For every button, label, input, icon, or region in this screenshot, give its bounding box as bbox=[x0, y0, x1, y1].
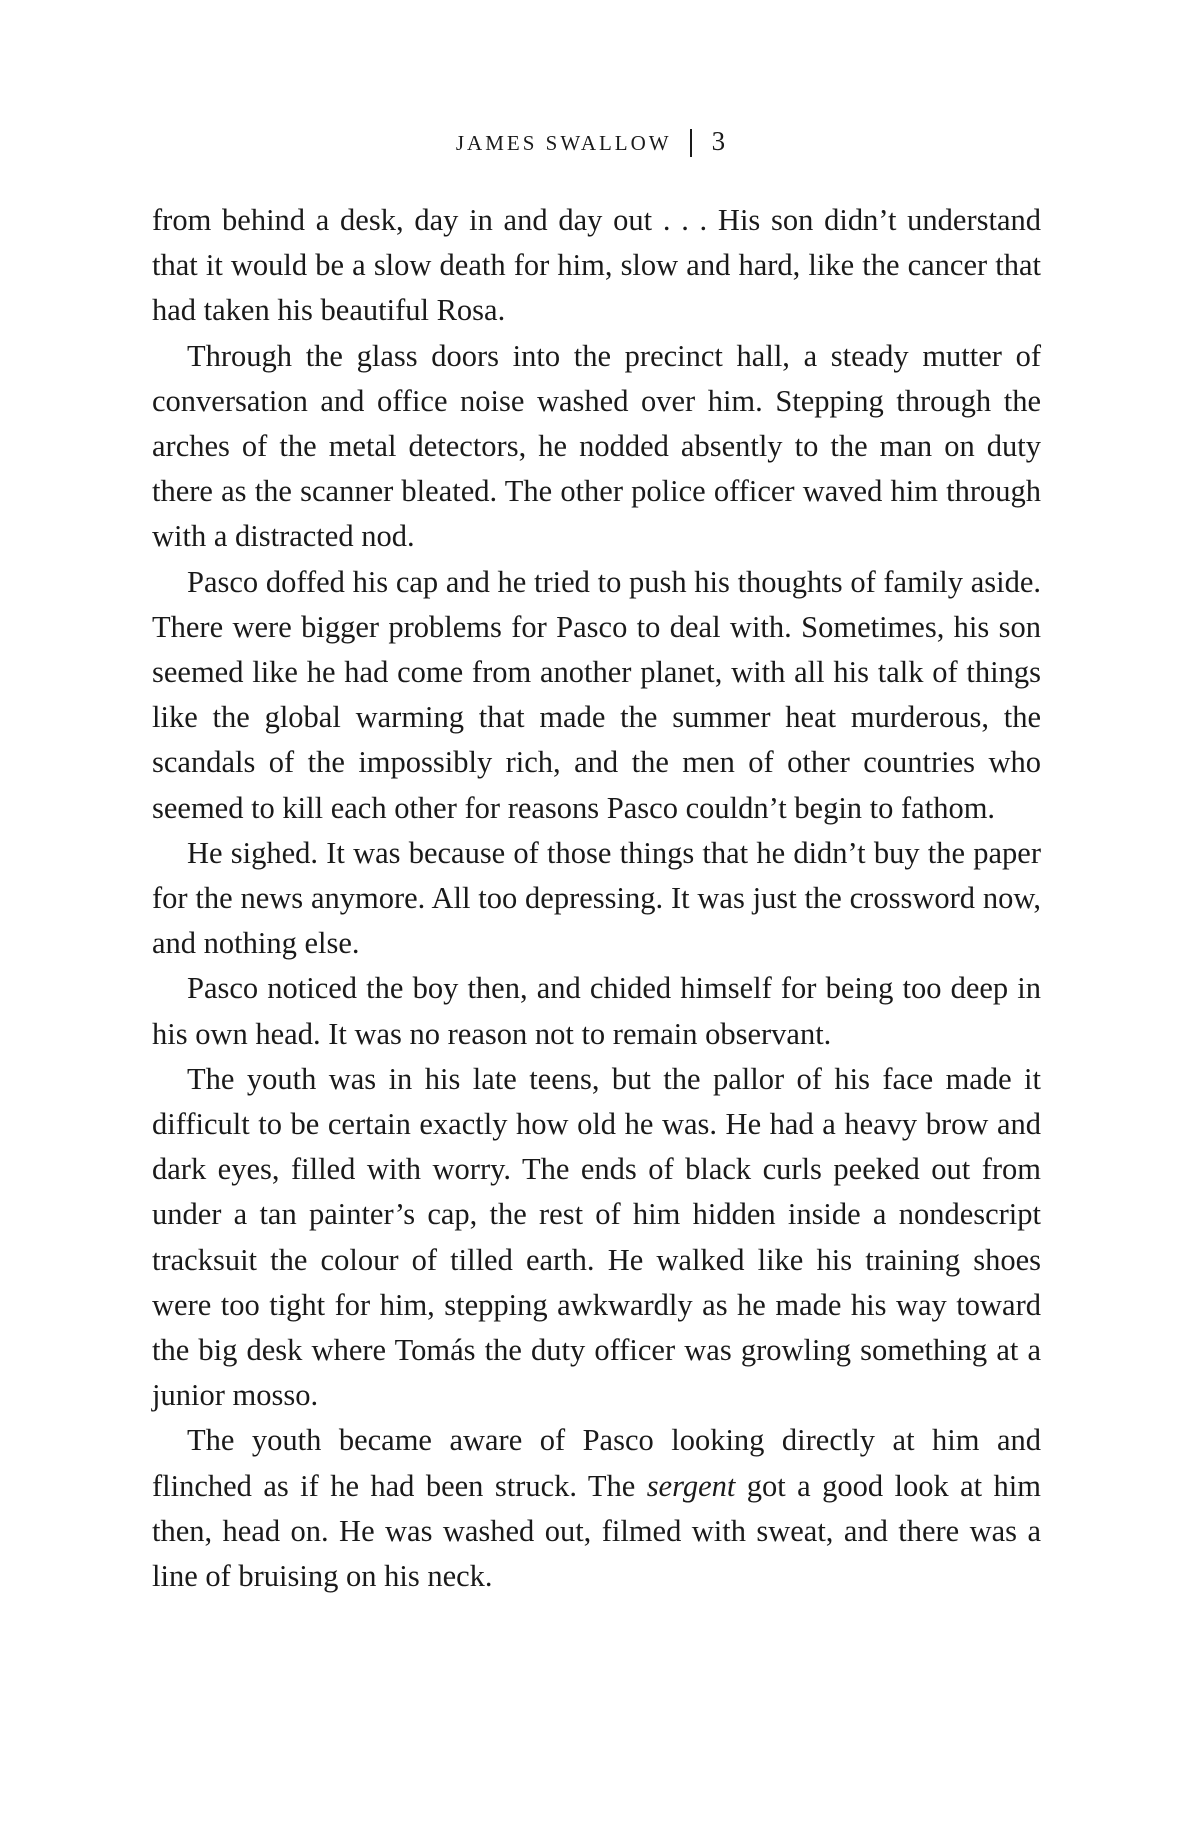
italic-word: sergent bbox=[646, 1468, 736, 1503]
paragraph-2: Through the glass doors into the precinct hall, a steady mutter of conversation and office noise washed over him. Stepping through the arches of the metal detectors, he nodded absently to the man on duty there as the scanner bleated. The other police officer waved him through with a distracted nod. bbox=[152, 338, 1041, 554]
page-number: 3 bbox=[711, 126, 726, 156]
paragraph-4: He sighed. It was because of those things that he didn’t buy the paper for the news anymore. All too depressing. It was just the crossword now, and nothing else. bbox=[152, 835, 1041, 961]
paragraph-7-start: The youth became aware of Pasco looking directly at him and flinched as if he had been struck. The bbox=[152, 1423, 1041, 1503]
header-separator bbox=[690, 129, 692, 157]
paragraph-1: from behind a desk, day in and day out . . . His son didn’t understand that it would be a slow death for him, slow and hard, like the cancer that had taken his beautiful Rosa. bbox=[152, 203, 1041, 328]
paragraph-7 bbox=[152, 1418, 1041, 1599]
paragraph-6: The youth was in his late teens, but the pallor of his face made it difficult to be certain exactly how old he was. He had a heavy brow and dark eyes, filled with worry. The ends of black curls peeked out from under a tan painter’s cap, the rest of him hidden inside a nondescript tracksuit the colour of tilled earth. He walked like his training shoes were too tight for him, stepping awkwardly as he made his way toward the big desk where Tomás the duty officer was growling something at a junior mosso. bbox=[152, 1061, 1041, 1413]
running-head bbox=[0, 121, 1181, 163]
paragraph-5: Pasco noticed the boy then, and chided himself for being too deep in his own head. It was no reason not to remain observant. bbox=[152, 971, 1041, 1051]
author-name: JAMES SWALLOW bbox=[455, 131, 672, 155]
paragraph-3: Pasco doffed his cap and he tried to push his thoughts of family aside. There were bigger problems for Pasco to deal with. Sometimes, his son seemed like he had come from another planet, with all his talk of things like the global warming that made the summer heat murderous, the scandals of the impossibly rich, and the men of other countries who seemed to kill each other for reasons Pasco couldn’t begin to fathom. bbox=[152, 564, 1041, 825]
body-text bbox=[152, 198, 1041, 1599]
paragraph-7-end: got a good look at him then, head on. He was washed out, filmed with sweat, and there was a line of bruising on his neck. bbox=[152, 1468, 1041, 1594]
